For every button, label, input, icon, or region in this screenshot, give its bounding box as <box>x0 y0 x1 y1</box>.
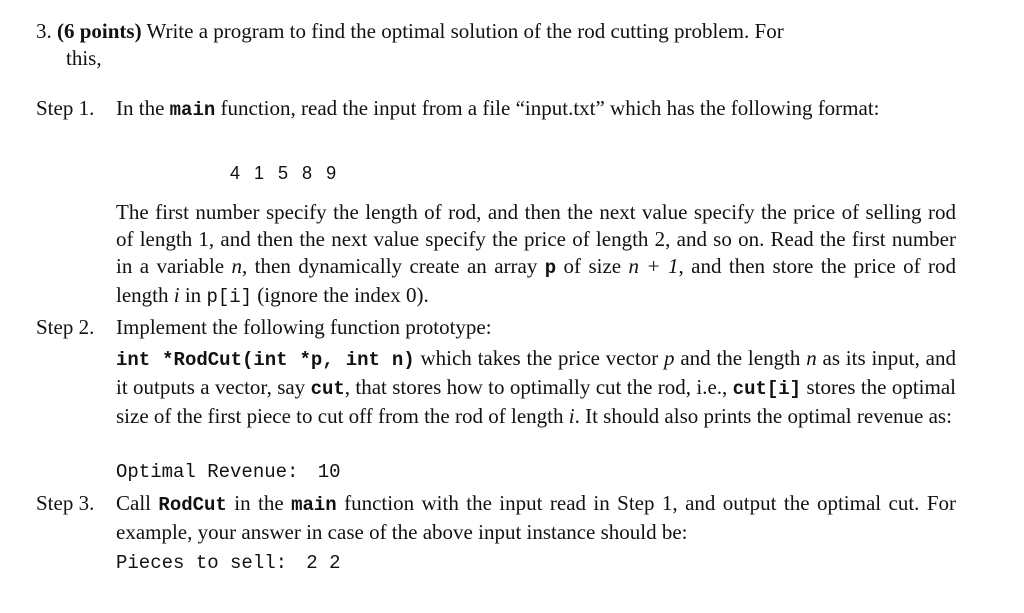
var-i: i <box>568 404 575 428</box>
question-header <box>36 18 784 45</box>
main-keyword: main <box>169 99 216 121</box>
input-value: 5 <box>278 163 289 183</box>
pieces-value: 2 2 <box>306 552 341 574</box>
pieces-output <box>116 548 341 577</box>
size-expression: n + 1 <box>628 254 679 278</box>
cut-keyword: cut <box>310 378 345 400</box>
step1-instruction: In the main function, read the input from a file “input.txt” which has the following format: <box>116 96 880 121</box>
main-keyword: main <box>291 494 337 516</box>
question-number: 3. <box>36 19 52 43</box>
var-p: p <box>664 346 675 370</box>
step1-description: The first number specify the length of rod, and then the next value specify the price of selling rod of length 1, and then the next value specify the price of length 2, and so on. Read the first number in a variable n, then dynamically create an array p of size n + 1, and then store the price of rod length i in p[i] (ignore the index 0). <box>116 200 957 308</box>
revenue-label: Optimal Revenue: <box>116 461 299 483</box>
question-intro-continued: this, <box>66 46 102 70</box>
input-value: 4 <box>230 163 241 183</box>
question-intro: Write a program to find the optimal solution of the rod cutting problem. For <box>146 19 784 43</box>
var-n: n <box>806 346 817 370</box>
input-file-example <box>230 160 350 187</box>
var-n: n <box>231 254 243 278</box>
step2-label: Step 2. <box>36 315 95 339</box>
rodcut-keyword: RodCut <box>158 494 227 516</box>
input-value: 8 <box>302 163 313 183</box>
revenue-value: 10 <box>317 461 341 483</box>
input-value: 9 <box>326 163 337 183</box>
input-value: 1 <box>254 163 265 183</box>
step3-description: Call RodCut in the main function with the input read in Step 1, and output the optimal cut. For example, your answer in case of the above input instance should be: <box>116 491 957 544</box>
var-i: i <box>173 283 180 307</box>
p-index: p[i] <box>206 286 253 308</box>
cut-index: cut[i] <box>732 378 802 400</box>
step2-instruction: Implement the following function prototype: <box>116 315 492 339</box>
optimal-revenue-output <box>116 457 341 486</box>
function-prototype: int *RodCut(int *p, int n) <box>116 349 415 371</box>
step3-label: Step 3. <box>36 491 95 515</box>
step1-label: Step 1. <box>36 96 95 120</box>
step2-description: int *RodCut(int *p, int n) which takes the price vector p and the length n as its input, and it outputs a vector, say cut, that stores how to optimally cut the rod, i.e., cut[i] stores the optimal size of the first piece to cut off from the rod of length i. It should also prints the optimal revenue as: <box>116 346 957 428</box>
question-points: (6 points) <box>57 19 142 43</box>
pieces-label: Pieces to sell: <box>116 552 288 574</box>
array-p: p <box>544 257 557 279</box>
